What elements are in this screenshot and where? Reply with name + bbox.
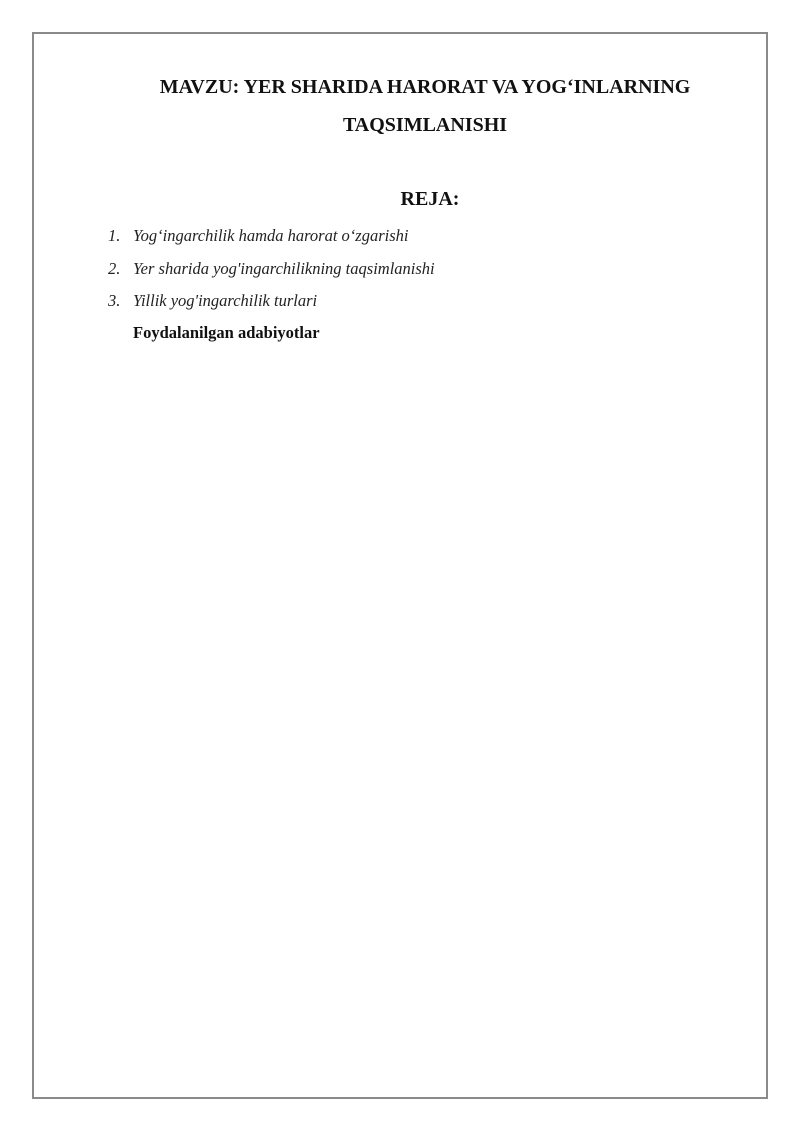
references-label: Foydalanilgan adabiyotlar bbox=[133, 323, 320, 342]
plan-item bbox=[108, 225, 435, 258]
plan-item-number: 1. bbox=[108, 226, 121, 245]
document-title-line-1: MAVZU: YER SHARIDA HARORAT VA YOG‘INLARNING bbox=[159, 76, 691, 98]
plan-item-number: 2. bbox=[108, 258, 121, 278]
document-title-line-2: TAQSIMLANISHI bbox=[342, 114, 508, 136]
plan-item-number: 3. bbox=[108, 291, 121, 311]
plan-item-text: Yog‘ingarchilik hamda harorat o‘zgarishi bbox=[133, 226, 409, 245]
plan-heading: REJA: bbox=[400, 188, 460, 210]
plan-item-text: Yer sharida yog'ingarchilikning taqsimlanishi bbox=[133, 258, 435, 278]
plan-item bbox=[108, 290, 435, 323]
plan-item bbox=[108, 258, 435, 291]
plan-item-text: Yillik yog'ingarchilik turlari bbox=[133, 291, 318, 311]
plan-list bbox=[108, 225, 435, 323]
